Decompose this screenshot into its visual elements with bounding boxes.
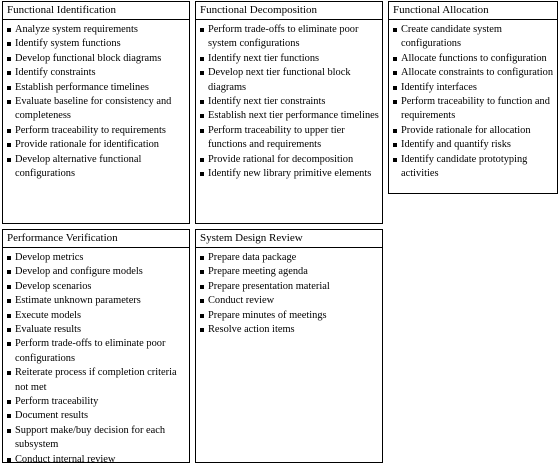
task-item: Identify system functions <box>7 37 187 51</box>
task-list <box>196 20 382 181</box>
task-item: Identify candidate prototyping activities <box>393 153 555 182</box>
panel-functional-decomposition <box>195 1 383 224</box>
task-item: Establish performance timelines <box>7 81 187 95</box>
task-item: Prepare data package <box>200 251 380 265</box>
task-item: Develop and configure models <box>7 265 187 279</box>
task-item: Resolve action items <box>200 323 380 337</box>
task-item: Identify constraints <box>7 66 187 80</box>
task-item: Identify interfaces <box>393 81 555 95</box>
task-item: Establish next tier performance timelines <box>200 109 380 123</box>
task-item: Evaluate baseline for consistency and completeness <box>7 95 187 124</box>
task-item: Perform traceability to requirements <box>7 124 187 138</box>
task-item: Allocate functions to configuration <box>393 52 555 66</box>
task-item: Develop metrics <box>7 251 187 265</box>
task-item: Prepare minutes of meetings <box>200 309 380 323</box>
task-list <box>3 20 189 181</box>
panel-performance-verification <box>2 229 190 463</box>
task-item: Identify next tier functions <box>200 52 380 66</box>
task-list <box>196 248 382 337</box>
task-item: Identify new library primitive elements <box>200 167 380 181</box>
task-list <box>3 248 189 467</box>
task-item: Provide rationale for identification <box>7 138 187 152</box>
panel-title: Functional Allocation <box>389 2 557 20</box>
task-item: Support make/buy decision for each subsystem <box>7 424 187 453</box>
task-item: Develop scenarios <box>7 280 187 294</box>
task-item: Prepare presentation material <box>200 280 380 294</box>
panel-title: Performance Verification <box>3 230 189 248</box>
task-item: Perform trade-offs to eliminate poor system configurations <box>200 23 380 52</box>
task-item: Evaluate results <box>7 323 187 337</box>
task-item: Develop next tier functional block diagrams <box>200 66 380 95</box>
task-item: Prepare meeting agenda <box>200 265 380 279</box>
task-item: Reiterate process if completion criteria not met <box>7 366 187 395</box>
panel-title: System Design Review <box>196 230 382 248</box>
task-item: Allocate constraints to configuration <box>393 66 555 80</box>
task-item: Conduct internal review <box>7 453 187 467</box>
task-list <box>389 20 557 181</box>
panel-functional-identification <box>2 1 190 224</box>
task-item: Develop functional block diagrams <box>7 52 187 66</box>
task-item: Conduct review <box>200 294 380 308</box>
task-item: Identify next tier constraints <box>200 95 380 109</box>
task-item: Create candidate system configurations <box>393 23 555 52</box>
task-item: Provide rational for decomposition <box>200 153 380 167</box>
task-item: Provide rationale for allocation <box>393 124 555 138</box>
panel-functional-allocation <box>388 1 558 194</box>
panel-title: Functional Decomposition <box>196 2 382 20</box>
task-item: Perform traceability to upper tier functions and requirements <box>200 124 380 153</box>
panel-system-design-review <box>195 229 383 463</box>
panel-title: Functional Identification <box>3 2 189 20</box>
task-item: Document results <box>7 409 187 423</box>
task-item: Perform traceability to function and requirements <box>393 95 555 124</box>
task-item: Identify and quantify risks <box>393 138 555 152</box>
task-item: Analyze system requirements <box>7 23 187 37</box>
task-item: Perform traceability <box>7 395 187 409</box>
task-item: Estimate unknown parameters <box>7 294 187 308</box>
task-item: Develop alternative functional configurations <box>7 153 187 182</box>
task-item: Perform trade-offs to eliminate poor configurations <box>7 337 187 366</box>
task-item: Execute models <box>7 309 187 323</box>
